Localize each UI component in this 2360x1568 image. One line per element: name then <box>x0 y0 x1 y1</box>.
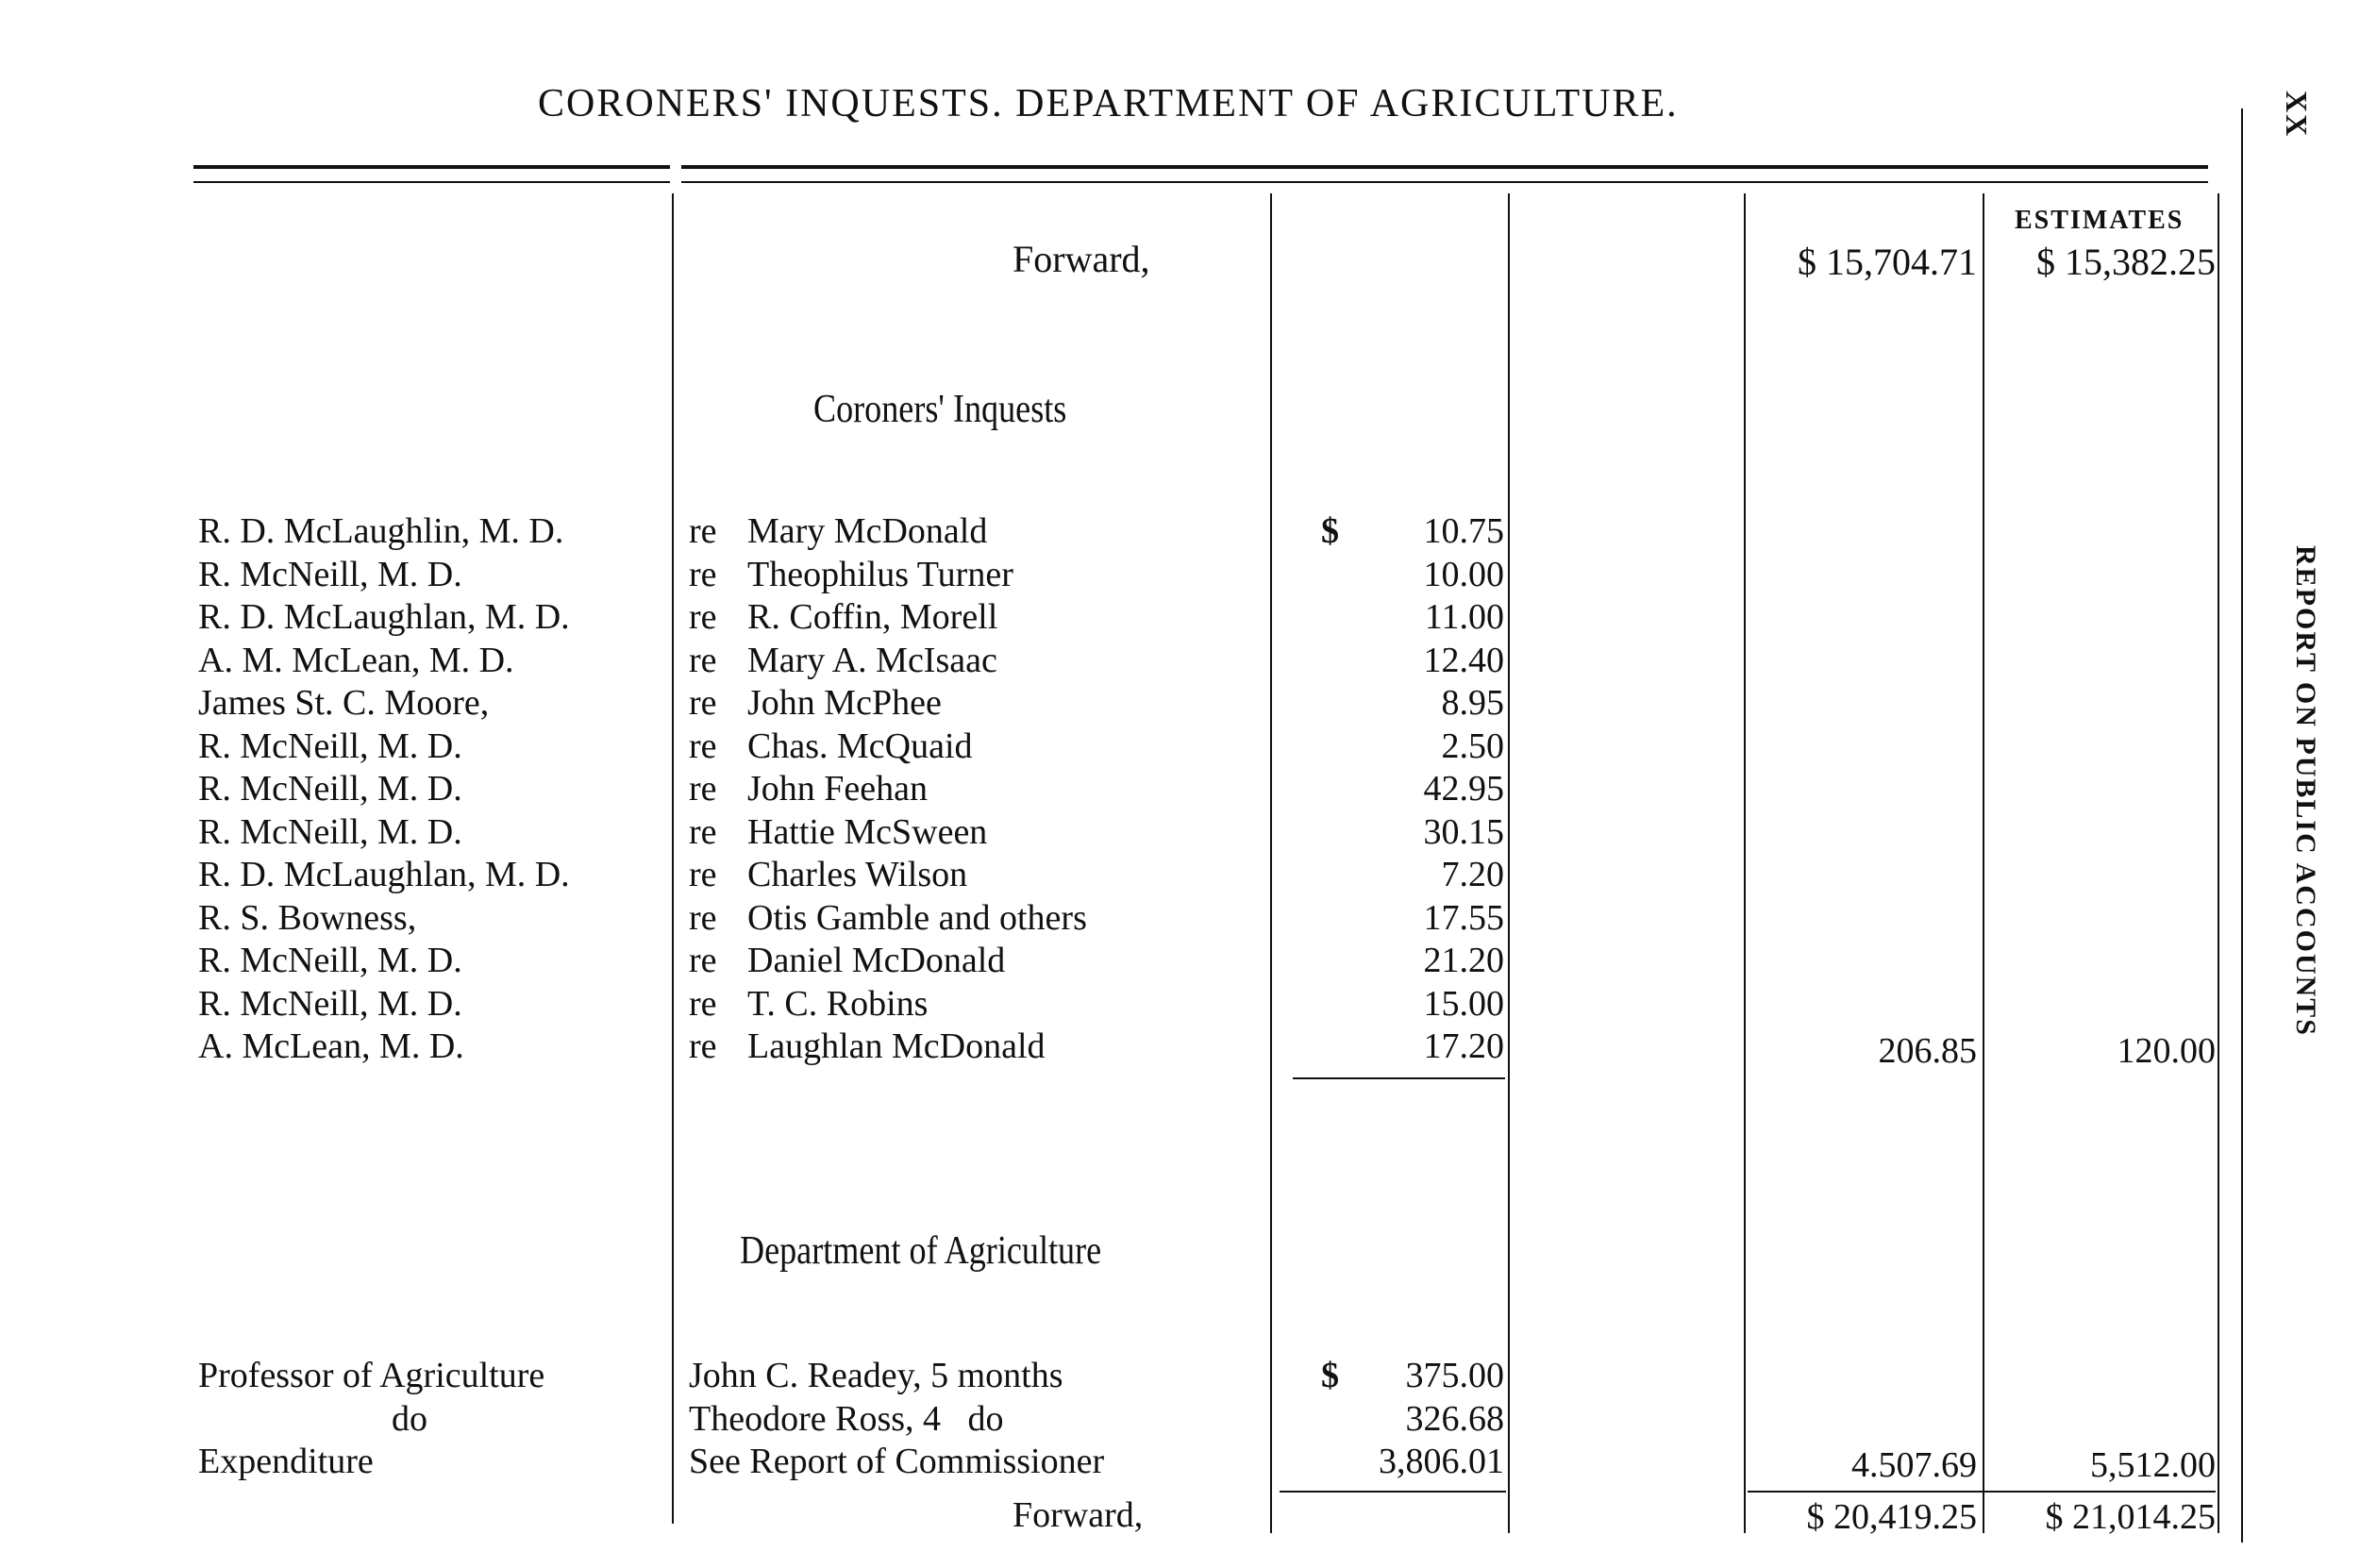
column-rule-1 <box>672 193 674 1524</box>
coroner-amount: 10.00 <box>1423 555 1504 594</box>
coroner-re: re <box>689 597 717 637</box>
agriculture-amount: 3,806.01 <box>1379 1442 1504 1481</box>
coroner-subject: Theophilus Turner <box>747 555 1013 594</box>
coroner-payee: R. D. McLaughlan, M. D. <box>198 597 570 637</box>
coroner-re: re <box>689 555 717 594</box>
coroner-payee: R. S. Bowness, <box>198 898 417 938</box>
coroner-payee: R. McNeill, M. D. <box>198 812 462 852</box>
coroner-payee: A. McLean, M. D. <box>198 1026 464 1066</box>
page-marker: XX <box>2280 91 2314 139</box>
column-rule-2 <box>1270 193 1272 1533</box>
agriculture-detail: Theodore Ross, 4 do <box>689 1399 1004 1439</box>
margin-rule <box>2241 108 2243 1543</box>
agriculture-payee: do <box>392 1399 427 1439</box>
agriculture-estimate: 5,512.00 <box>2090 1445 2216 1485</box>
coroner-subject: Mary A. McIsaac <box>747 641 997 680</box>
coroner-re: re <box>689 511 717 551</box>
coroner-amount: 21.20 <box>1423 941 1504 980</box>
coroner-amount: 17.20 <box>1423 1026 1504 1066</box>
side-title: REPORT ON PUBLIC ACCOUNTS <box>2290 545 2321 1037</box>
coroner-payee: James St. C. Moore, <box>198 683 490 723</box>
forward-total-rule <box>1748 1491 2216 1493</box>
coroner-subject: R. Coffin, Morell <box>747 597 998 637</box>
coroner-re: re <box>689 984 717 1024</box>
coroners-heading: Coroners' Inquests <box>813 388 1067 431</box>
estimates-label: ESTIMATES <box>2015 206 2184 235</box>
coroner-re: re <box>689 812 717 852</box>
coroner-amount: 8.95 <box>1441 683 1504 723</box>
column-rule-6 <box>2218 193 2219 1533</box>
column-rule-4 <box>1744 193 1746 1533</box>
header-rule-right-bottom <box>681 181 2208 183</box>
header-rule-right-top <box>681 165 2208 169</box>
coroner-amount: 15.00 <box>1423 984 1504 1024</box>
agriculture-amount: 375.00 <box>1405 1356 1504 1395</box>
header-rule-left-bottom <box>193 181 670 183</box>
column-rule-5 <box>1983 193 1984 1533</box>
agriculture-heading: Department of Agriculture <box>740 1229 1102 1273</box>
page-title: CORONERS' INQUESTS. DEPARTMENT OF AGRICULTURE. <box>538 82 1679 125</box>
coroner-subject: Hattie McSween <box>747 812 988 852</box>
forward-amount-top: $ 15,704.71 <box>1798 241 1977 283</box>
coroner-re: re <box>689 683 717 723</box>
agriculture-dollar-sign: $ <box>1321 1356 1339 1395</box>
agriculture-total: 4.507.69 <box>1851 1445 1977 1485</box>
forward-label-bottom: Forward, <box>1013 1495 1144 1535</box>
coroner-amount: 2.50 <box>1441 726 1504 766</box>
agriculture-payee: Professor of Agriculture <box>198 1356 545 1395</box>
header-rule-left-top <box>193 165 670 169</box>
agriculture-detail: John C. Readey, 5 months <box>689 1356 1063 1395</box>
coroner-payee: R. McNeill, M. D. <box>198 941 462 980</box>
agriculture-payee: Expenditure <box>198 1442 374 1481</box>
forward-estimate-bottom: $ 21,014.25 <box>2045 1497 2216 1537</box>
agriculture-detail: See Report of Commissioner <box>689 1442 1105 1481</box>
coroner-subject: Laughlan McDonald <box>747 1026 1046 1066</box>
coroner-re: re <box>689 941 717 980</box>
coroner-amount: 12.40 <box>1423 641 1504 680</box>
agriculture-subtotal-rule <box>1280 1491 1506 1493</box>
coroners-subtotal-rule <box>1293 1077 1505 1079</box>
coroner-payee: R. McNeill, M. D. <box>198 769 462 809</box>
coroner-re: re <box>689 726 717 766</box>
coroner-re: re <box>689 855 717 894</box>
coroner-subject: T. C. Robins <box>747 984 929 1024</box>
coroner-payee: A. M. McLean, M. D. <box>198 641 514 680</box>
coroner-subject: John Feehan <box>747 769 929 809</box>
coroner-amount: 30.15 <box>1423 812 1504 852</box>
coroner-re: re <box>689 1026 717 1066</box>
coroner-subject: Otis Gamble and others <box>747 898 1087 938</box>
coroners-estimate: 120.00 <box>2117 1031 2216 1071</box>
coroner-re: re <box>689 898 717 938</box>
agriculture-amount: 326.68 <box>1405 1399 1504 1439</box>
coroner-re: re <box>689 641 717 680</box>
coroner-payee: R. McNeill, M. D. <box>198 555 462 594</box>
coroner-amount: 7.20 <box>1441 855 1504 894</box>
coroner-amount: 10.75 <box>1423 511 1504 551</box>
coroner-payee: R. D. McLaughlin, M. D. <box>198 511 564 551</box>
coroners-dollar-sign: $ <box>1321 511 1339 551</box>
coroner-payee: R. McNeill, M. D. <box>198 726 462 766</box>
coroner-amount: 11.00 <box>1424 597 1504 637</box>
coroner-subject: John McPhee <box>747 683 942 723</box>
coroner-subject: Charles Wilson <box>747 855 968 894</box>
coroner-subject: Daniel McDonald <box>747 941 1006 980</box>
coroner-payee: R. McNeill, M. D. <box>198 984 462 1024</box>
forward-estimate-top: $ 15,382.25 <box>2036 241 2216 283</box>
coroner-subject: Mary McDonald <box>747 511 988 551</box>
coroner-subject: Chas. McQuaid <box>747 726 973 766</box>
forward-amount-bottom: $ 20,419.25 <box>1806 1497 1977 1537</box>
coroner-payee: R. D. McLaughlan, M. D. <box>198 855 570 894</box>
column-rule-3 <box>1508 193 1510 1533</box>
coroner-amount: 42.95 <box>1423 769 1504 809</box>
coroner-amount: 17.55 <box>1423 898 1504 938</box>
coroners-total: 206.85 <box>1878 1031 1977 1071</box>
forward-label-top: Forward, <box>1013 238 1150 280</box>
coroner-re: re <box>689 769 717 809</box>
